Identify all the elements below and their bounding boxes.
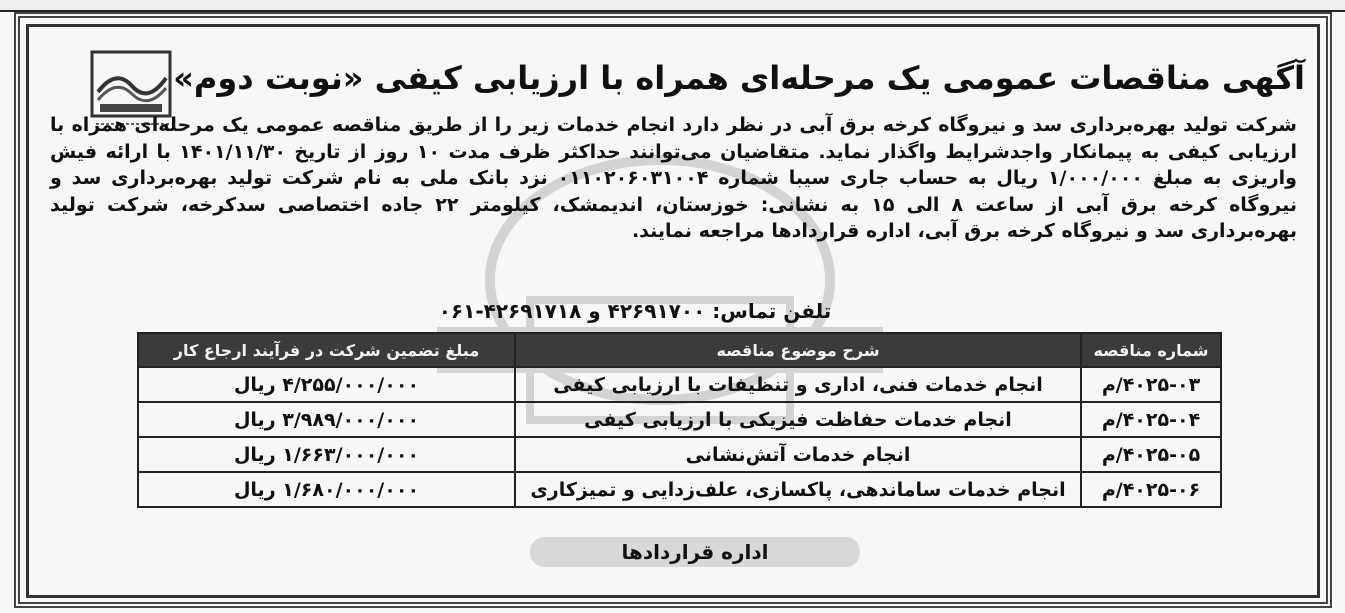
tender-number: ۴۰۲۵-۰۵/م: [1081, 437, 1221, 472]
tender-subject: انجام خدمات فنی، اداری و تنظیفات با ارزیابی کیفی: [515, 367, 1081, 402]
header-subject: شرح موضوع مناقصه: [515, 333, 1081, 367]
top-strip: [0, 0, 1345, 12]
table-row: [138, 367, 1221, 402]
header-tender-number: شماره مناقصه: [1081, 333, 1221, 367]
contact-phone: تلفن تماس: ۴۲۶۹۱۷۰۰ و ۴۲۶۹۱۷۱۸-۰۶۱: [438, 299, 832, 323]
table-row: [138, 437, 1221, 472]
tender-guarantee: ۳/۹۸۹/۰۰۰/۰۰۰ ریال: [138, 402, 515, 437]
tender-subject: انجام خدمات ساماندهی، پاکسازی، علف‌زدایی و تمیزکاری: [515, 472, 1081, 507]
table-row: [138, 472, 1221, 507]
ad-title: آگهی مناقصات عمومی یک مرحله‌ای همراه با ارزیابی کیفی «نوبت دوم»: [173, 59, 1305, 97]
footer-department: اداره قراردادها: [530, 537, 860, 567]
tender-guarantee: ۴/۲۵۵/۰۰۰/۰۰۰ ریال: [138, 367, 515, 402]
tender-guarantee: ۱/۶۸۰/۰۰۰/۰۰۰ ریال: [138, 472, 515, 507]
ad-body-text: شرکت تولید بهره‌برداری سد و نیروگاه کرخه برق آبی در نظر دارد انجام خدمات زیر را از طریق مناقصه عمومی یک مرحله‌ای همراه با ارزیابی کیفی به پیمانکار واجدشرایط واگذار نماید. متقاضیان می‌توانند حداکثر ظرف مدت ۱۰ روز از تاریخ ۱۴۰۱/۱۱/۳۰ با ارائه فیش واریزی به مبلغ ۱/۰۰۰/۰۰۰ ریال به حساب جاری سیبا شماره ۰۱۱۰۲۰۶۰۳۱۰۰۴ نزد بانک ملی به نام شرکت تولید بهره‌برداری سد و نیروگاه کرخه برق آبی از ساعت ۸ الی ۱۵ به نشانی: خوزستان، اندیمشک، کیلومتر ۲۲ جاده اختصاصی سدکرخه، شرکت تولید بهره‌برداری سد و نیروگاه کرخه برق آبی، اداره قراردادها مراجعه نمایند.: [50, 114, 1297, 242]
tender-number: ۴۰۲۵-۰۳/م: [1081, 367, 1221, 402]
tender-subject: انجام خدمات حفاظت فیزیکی با ارزیابی کیفی: [515, 402, 1081, 437]
tender-subject: انجام خدمات آتش‌نشانی: [515, 437, 1081, 472]
tenders-table: [137, 332, 1222, 508]
header-guarantee: مبلغ تضمین شرکت در فرآیند ارجاع کار: [138, 333, 515, 367]
table-header-row: [138, 333, 1221, 367]
tender-guarantee: ۱/۶۶۳/۰۰۰/۰۰۰ ریال: [138, 437, 515, 472]
tender-number: ۴۰۲۵-۰۴/م: [1081, 402, 1221, 437]
table-row: [138, 402, 1221, 437]
tender-number: ۴۰۲۵-۰۶/م: [1081, 472, 1221, 507]
